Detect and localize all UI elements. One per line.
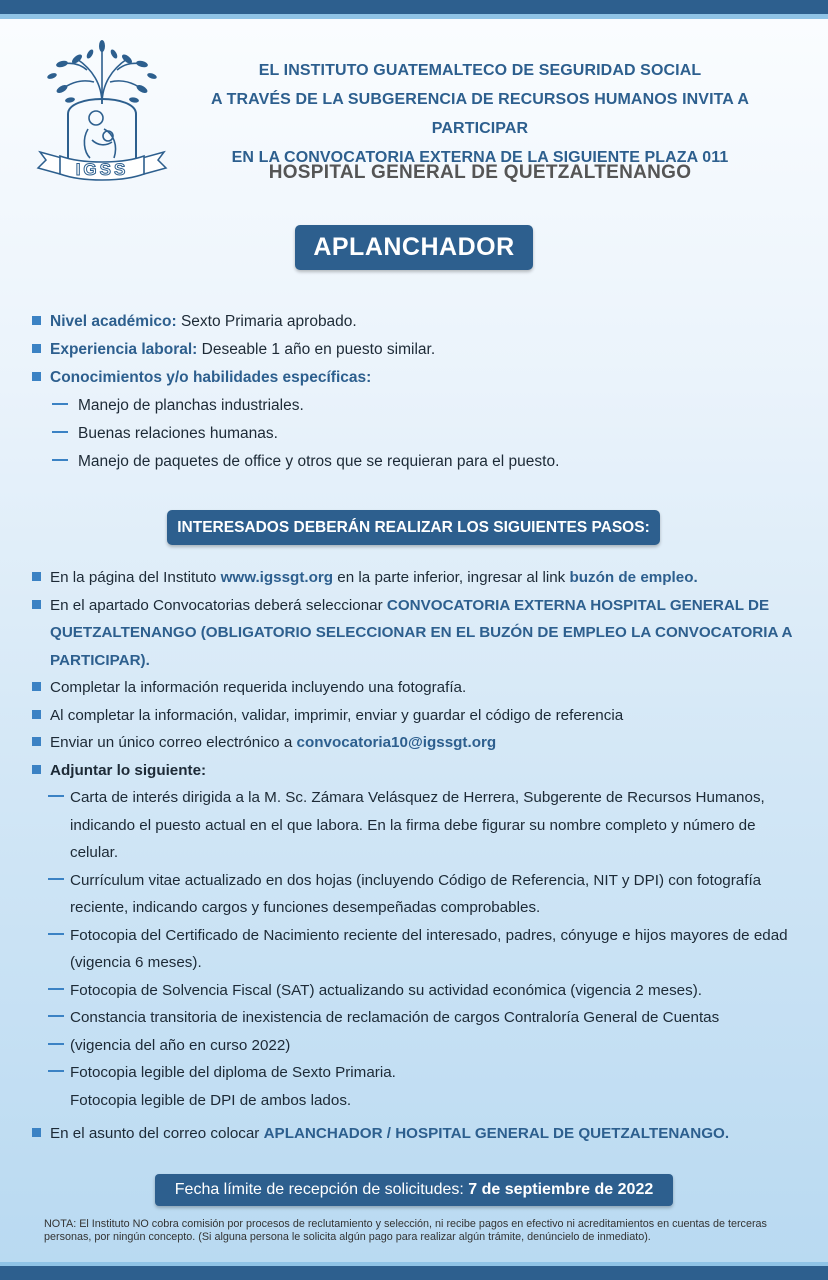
convocatoria-highlight: CONVOCATORIA EXTERNA HOSPITAL GENERAL DE QUETZALTENANGO (OBLIGATORIO SELECCIONAR EN EL BUZÓN DE EMPLEO LA CONVOCATORIA A PARTICIPAR). — [50, 596, 792, 669]
skill-item — [32, 448, 802, 476]
igss-tree-mother-logo-icon — [32, 34, 172, 182]
step-text: En la página del Instituto — [50, 569, 221, 586]
attachment-text: Fotocopia legible del diploma de Sexto Primaria. — [70, 1064, 396, 1081]
bullet-square-icon — [32, 765, 41, 774]
skill-text: Manejo de planchas industriales. — [78, 397, 304, 414]
bottom-border-bar — [0, 1266, 828, 1280]
req-experiencia-value: Deseable 1 año en puesto similar. — [201, 341, 436, 358]
bullet-square-icon — [32, 316, 41, 325]
deadline-label: Fecha límite de recepción de solicitudes: — [174, 1181, 469, 1198]
bullet-dash-icon — [48, 878, 64, 880]
bullet-square-icon — [32, 600, 41, 609]
bullet-dash-icon — [52, 459, 68, 461]
step-text: Completar la información requerida incluyendo una fotografía. — [50, 679, 467, 696]
header-line-1: EL INSTITUTO GUATEMALTECO DE SEGURIDAD SOCIAL — [258, 62, 702, 79]
skill-text: Manejo de paquetes de office y otros que se requieran para el puesto. — [78, 453, 560, 470]
step-item-asunto — [32, 1120, 802, 1148]
step-item-convocatorias — [32, 592, 802, 675]
position-title: APLANCHADOR — [295, 225, 533, 270]
step-text: En el apartado Convocatorias deberá seleccionar — [50, 596, 387, 614]
attachment-item-extra — [48, 1087, 802, 1115]
steps-list — [32, 564, 802, 1148]
step-item-completar — [32, 674, 802, 702]
step-item-adjuntar — [32, 757, 802, 785]
attachment-text: (vigencia del año en curso 2022) — [70, 1036, 291, 1054]
attachment-text: Constancia transitoria de inexistencia de reclamación de cargos Contraloría General de Cuentas — [70, 1009, 720, 1026]
attachment-text: Fotocopia legible de DPI de ambos lados. — [70, 1091, 352, 1109]
attachment-text: Currículum vitae actualizado en dos hojas (incluyendo Código de Referencia, NIT y DPI) con fotografía reciente, indicando cargos y funciones desempeñadas comprobables. — [70, 871, 762, 916]
buzon-empleo-link[interactable]: buzón de empleo. — [569, 569, 698, 586]
bullet-dash-icon — [48, 1015, 64, 1017]
attachments-list — [32, 784, 802, 1114]
bullet-square-icon — [32, 682, 41, 691]
bullet-square-icon — [32, 344, 41, 353]
igss-logo — [32, 34, 172, 182]
bullet-dash-icon — [48, 1043, 64, 1045]
req-nivel-value: Sexto Primaria aprobado. — [180, 313, 357, 330]
step-text: Adjuntar lo siguiente: — [50, 761, 207, 779]
req-experiencia-label: Experiencia laboral: — [50, 341, 198, 358]
deadline-banner — [155, 1174, 673, 1206]
bullet-square-icon — [32, 737, 41, 746]
steps-title: INTERESADOS DEBERÁN REALIZAR LOS SIGUIENTES PASOS: — [167, 510, 660, 545]
bullet-dash-icon — [52, 431, 68, 433]
website-link[interactable]: www.igssgt.org — [220, 569, 334, 586]
deadline-date: 7 de septiembre de 2022 — [468, 1181, 654, 1198]
step-text: Al completar la información, validar, imprimir, enviar y guardar el código de referencia — [50, 706, 624, 724]
attachment-item — [48, 867, 802, 922]
attachment-item — [48, 1004, 802, 1032]
bullet-square-icon — [32, 710, 41, 719]
attachment-text: Fotocopia de Solvencia Fiscal (SAT) actualizando su actividad económica (vigencia 2 meses). — [70, 981, 702, 999]
header-line-3: EN LA CONVOCATORIA EXTERNA DE LA SIGUIENTE PLAZA 011 — [231, 149, 729, 166]
attachment-item — [48, 1032, 802, 1060]
header-line-2: A TRAVÉS DE LA SUBGERENCIA DE RECURSOS HUMANOS INVITA A PARTICIPAR — [211, 91, 749, 137]
step-text: Enviar un único correo electrónico a — [50, 734, 297, 751]
footer-note: NOTA: El Instituto NO cobra comisión por procesos de reclutamiento y selección, ni recibe pagos en efectivo ni acreditamientos en cuentas de terceras personas, por ningún concepto. (Si alguna persona le solicita algún pago para realizar algún trámite, denúncielo de inmediato). — [44, 1218, 767, 1243]
requirements-list — [32, 308, 802, 476]
top-border-bar — [0, 0, 828, 14]
bullet-square-icon — [32, 572, 41, 581]
attachment-item — [48, 922, 802, 977]
header — [180, 56, 780, 172]
bullet-square-icon — [32, 372, 41, 381]
bullet-square-icon — [32, 1128, 41, 1137]
bullet-dash-icon — [48, 988, 64, 990]
attachment-item — [48, 977, 802, 1005]
req-conocimientos-label: Conocimientos y/o habilidades específicas: — [50, 369, 372, 386]
logo-text: IGSS — [75, 160, 129, 179]
bullet-dash-icon — [52, 403, 68, 405]
bullet-dash-icon — [48, 795, 64, 797]
skill-item — [32, 420, 802, 448]
asunto-highlight: APLANCHADOR / HOSPITAL GENERAL DE QUETZALTENANGO. — [263, 1125, 730, 1142]
bullet-dash-icon — [48, 933, 64, 935]
step-text: en la parte inferior, ingresar al link — [333, 569, 570, 586]
email-link[interactable]: convocatoria10@igssgt.org — [296, 734, 497, 751]
step-item-website — [32, 564, 802, 592]
req-experiencia — [32, 336, 802, 364]
step-text: En el asunto del correo colocar — [50, 1125, 264, 1142]
top-accent-bar — [0, 14, 828, 19]
attachment-text: Carta de interés dirigida a la M. Sc. Zámara Velásquez de Herrera, Subgerente de Recursos Humanos, indicando el puesto actual en el que labora. En la firma debe figurar su nombre completo y número de celular. — [70, 789, 765, 861]
skill-text: Buenas relaciones humanas. — [78, 425, 278, 442]
hospital-name: HOSPITAL GENERAL DE QUETZALTENANGO — [268, 162, 692, 183]
attachment-item — [48, 784, 802, 867]
step-item-correo — [32, 729, 802, 757]
req-nivel-label: Nivel académico: — [50, 313, 177, 330]
step-item-validar — [32, 702, 802, 730]
attachment-item — [48, 1059, 802, 1087]
skill-item — [32, 392, 802, 420]
attachment-text: Fotocopia del Certificado de Nacimiento reciente del interesado, padres, cónyuge e hijos mayores de edad (vigencia 6 meses). — [70, 926, 788, 971]
req-nivel — [32, 308, 802, 336]
req-conocimientos — [32, 364, 802, 392]
bullet-dash-icon — [48, 1070, 64, 1072]
